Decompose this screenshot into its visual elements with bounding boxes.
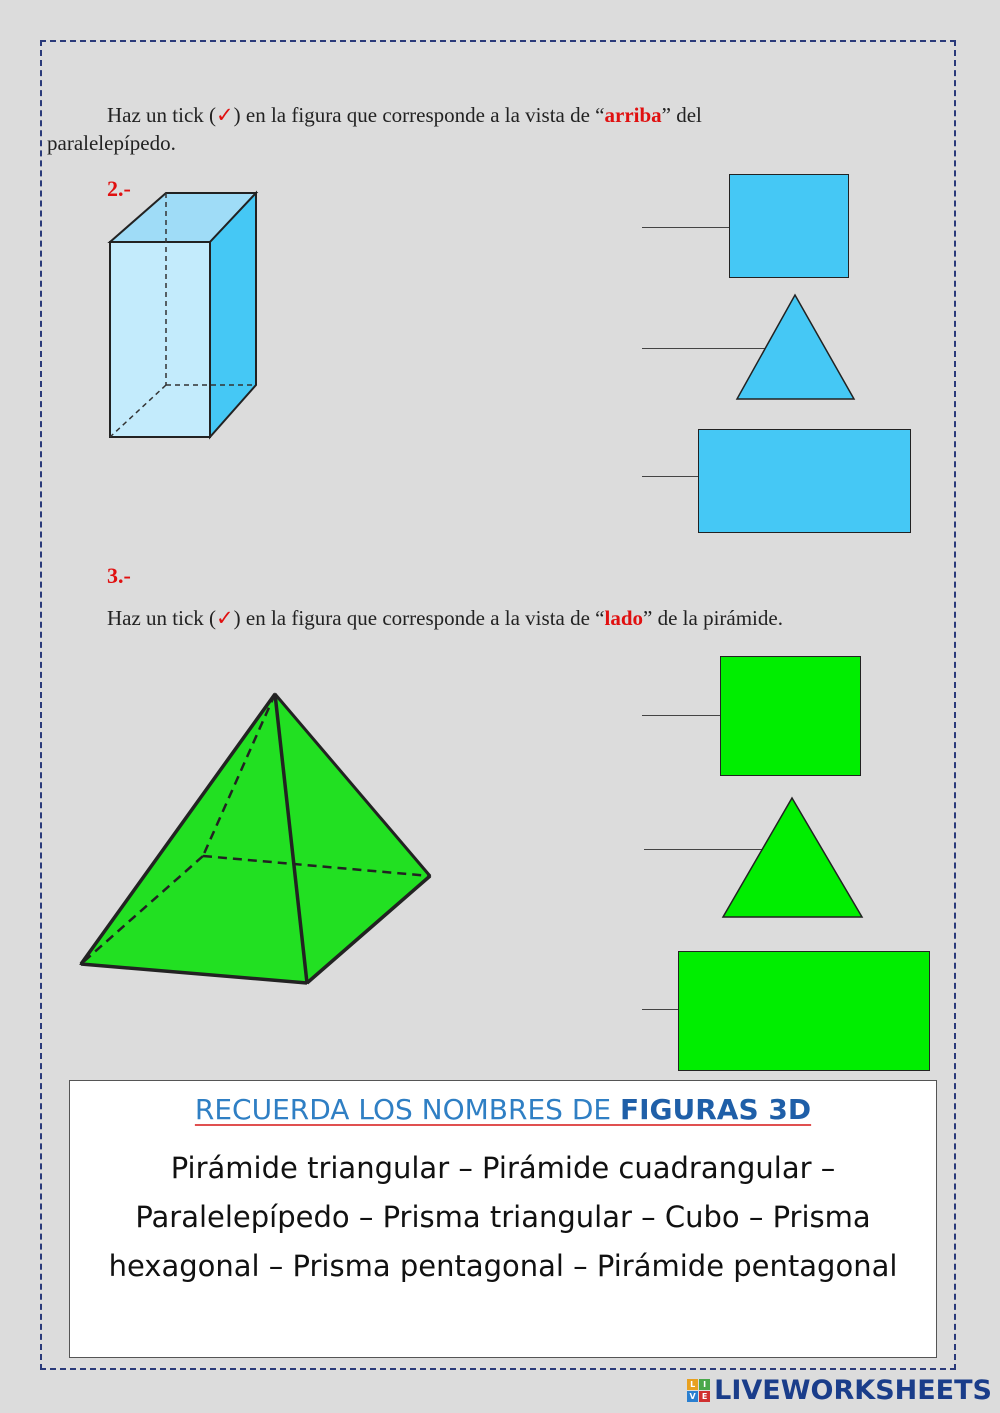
parallelepiped-front-face: [110, 242, 210, 437]
reminder-box: [69, 1080, 937, 1358]
logo-letter: V: [687, 1391, 698, 1402]
q2-instruction-line1: [107, 101, 702, 129]
reminder-line-3: hexagonal – Prisma pentagonal – Pirámide pentagonal: [108, 1249, 898, 1283]
pyramid-figure: [70, 680, 450, 1000]
parallelepiped-figure: [100, 185, 270, 450]
brand-name: LIVEWORKSHEETS: [714, 1375, 992, 1406]
q2-number: 2.-: [107, 176, 131, 201]
reminder-list: [70, 1144, 936, 1291]
logo-letter: E: [699, 1391, 710, 1402]
q3-keyword: lado: [604, 606, 644, 630]
tick-icon: ✓: [216, 103, 234, 127]
q2-option-triangle[interactable]: [734, 293, 858, 401]
q2-text-post: ” del: [661, 103, 702, 127]
q2-option-square[interactable]: [729, 174, 849, 278]
q3-text-mid: ) en la figura que corresponde a la vista de “: [233, 606, 605, 630]
reminder-title-normal: RECUERDA LOS NOMBRES DE: [194, 1093, 620, 1126]
reminder-title: [70, 1093, 936, 1126]
q2-keyword: arriba: [604, 103, 662, 127]
q3-number: 3.-: [107, 563, 131, 588]
liveworksheets-brand: [687, 1375, 992, 1406]
liveworksheets-logo-icon: [687, 1379, 710, 1402]
q3-text-pre: Haz un tick (: [107, 606, 217, 630]
q2-text-mid: ) en la figura que corresponde a la vista de “: [233, 103, 605, 127]
q3-instruction: [107, 604, 783, 632]
q3-answer-line-1[interactable]: [642, 715, 722, 716]
q3-option-rectangle[interactable]: [678, 951, 930, 1071]
q2-instruction-line2: paralelepípedo.: [47, 131, 176, 155]
logo-letter: L: [687, 1379, 698, 1390]
q3-option-triangle[interactable]: [720, 796, 865, 920]
q2-text-pre: Haz un tick (: [107, 103, 217, 127]
q3-option-square[interactable]: [720, 656, 861, 776]
reminder-title-bold: FIGURAS 3D: [619, 1093, 812, 1126]
q3-answer-line-3[interactable]: [642, 1009, 679, 1010]
reminder-line-1: Pirámide triangular – Pirámide cuadrangular –: [170, 1151, 836, 1185]
q3-text-post: ” de la pirámide.: [643, 606, 783, 630]
q2-answer-line-1[interactable]: [642, 227, 730, 228]
tick-icon: ✓: [216, 606, 234, 630]
q2-option-rectangle[interactable]: [698, 429, 911, 533]
reminder-line-2: Paralelepípedo – Prisma triangular – Cubo – Prisma: [135, 1200, 871, 1234]
logo-letter: I: [699, 1379, 710, 1390]
q2-answer-line-3[interactable]: [642, 476, 699, 477]
